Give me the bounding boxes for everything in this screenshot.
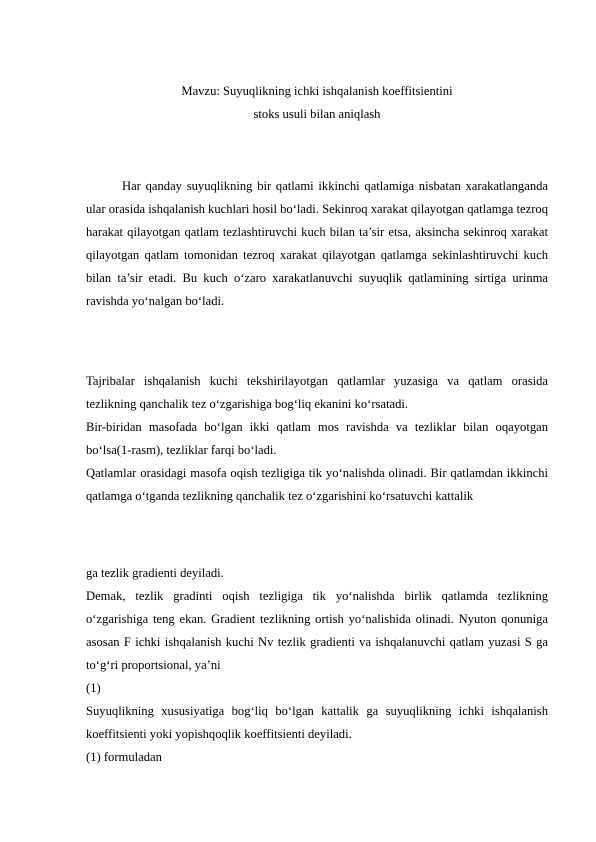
paragraph-experiments: Tajribalar ishqalanish kuchi tekshirilayotgan qatlamlar yuzasiga va qatlam orasida tezlikning qanchalik tez o‘zgarishiga bog‘liq ekanini ko‘rsatadi. [86,374,548,412]
title-line-2: stoks usuli bilan aniqlash [253,107,381,121]
paragraph-gradient-definition: ga tezlik gradienti deyiladi. [86,566,224,580]
title-line-1: Mavzu: Suyuqlikning ichki ishqalanish koeffitsientini [181,84,453,98]
paragraph-distance: Qatlamlar orasidagi masofa oqish tezligiga tik yo‘nalishda olinadi. Bir qatlamdan ikkinchi qatlamga o‘tganda tezlikning qanchalik tez o‘zgarishini ko‘rsatuvchi kattalik [86,466,548,504]
formula-number: (1) [86,681,101,695]
paragraph-viscosity-coefficient: Suyuqlikning xususiyatiga bog‘liq bo‘lgan kattalik ga suyuqlikning ichki ishqalanish koeffitsienti yoki yopishqoqlik koeffitsienti deyiladi. [86,704,548,742]
paragraph-two-layers: Bir-biridan masofada bo‘lgan ikki qatlam mos ravishda va tezliklar bilan oqayotgan bo‘lsa(1-rasm), tezliklar farqi bo‘ladi. [86,420,548,458]
paragraph-from-formula: (1) formuladan [86,750,162,764]
paragraph-intro: Har qanday suyuqlikning bir qatlami ikkinchi qatlamiga nisbatan xarakatlanganda ular orasida ishqalanish kuchlari hosil bo‘ladi. Sekinroq xarakat qilayotgan qatlamga tezroq harakat qilayotgan qatlam tezlashtiruvchi kuch bilan ta’sir etsa, aksincha sekinroq xarakat qilayotgan qatlam tomonidan tezroq xarakat qilayotgan qatlamga sekinlashtiruvchi kuch bilan ta’sir etadi. Bu kuch o‘zaro xarakatlanuvchi suyuqlik qatlamining sirtiga urinma ravishda yo‘nalgan bo‘ladi. [86,179,548,309]
paragraph-newton-law: Demak, tezlik gradinti oqish tezligiga tik yo‘nalishda birlik qatlamda tezlikning o‘zgarishiga teng ekan. Gradient tezlikning ortish yo‘nalishida olinadi. Nyuton qonuniga asosan F ichki ishqalanish kuchi Nv tezlik gradienti va ishqalanuvchi qatlam yuzasi S ga to‘g‘ri proportsional, ya’ni [86,589,548,673]
